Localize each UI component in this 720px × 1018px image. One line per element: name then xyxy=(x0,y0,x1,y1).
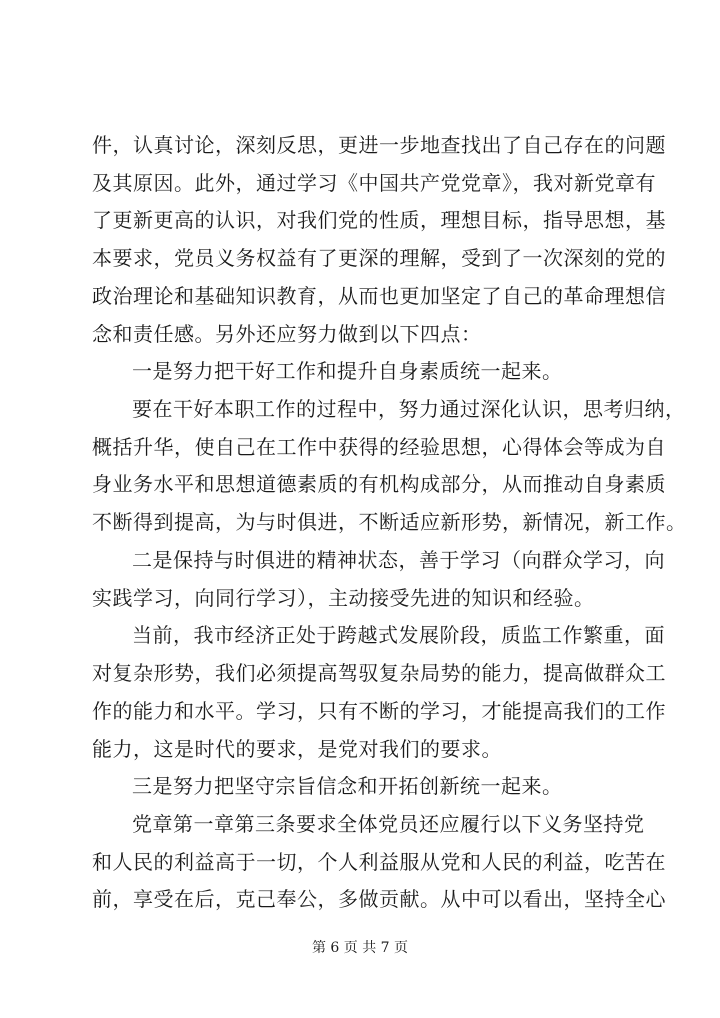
text-line: 能力，这是时代的要求，是党对我们的要求。 xyxy=(92,737,502,761)
section-heading-2: 二是保持与时俱进的精神状态，善于学习（向群众学习，向 xyxy=(132,548,665,572)
text-line: 件，认真讨论，深刻反思，更进一步地查找出了自己存在的问题 xyxy=(92,133,666,157)
text-line: 念和责任感。另外还应努力做到以下四点： xyxy=(92,322,482,346)
text-line: 本要求，党员义务权益有了更深的理解，受到了一次深刻的党的 xyxy=(92,246,666,270)
text-line: 概括升华，使自己在工作中获得的经验思想，心得体会等成为自 xyxy=(92,435,666,459)
text-line: 要在干好本职工作的过程中，努力通过深化认识，思考归纳， xyxy=(132,397,686,421)
text-line: 身业务水平和思想道德素质的有机构成部分，从而推动自身素质 xyxy=(92,472,666,496)
text-line: 当前，我市经济正处于跨越式发展阶段，质监工作繁重，面 xyxy=(132,623,665,647)
text-line: 了更新更高的认识，对我们党的性质，理想目标，指导思想，基 xyxy=(92,208,666,232)
text-line: 作的能力和水平。学习，只有不断的学习，才能提高我们的工作 xyxy=(92,699,666,723)
text-line: 和人民的利益高于一切，个人利益服从党和人民的利益，吃苦在 xyxy=(92,850,666,874)
text-line: 政治理论和基础知识教育，从而也更加坚定了自己的革命理想信 xyxy=(92,284,666,308)
section-heading-1: 一是努力把干好工作和提升自身素质统一起来。 xyxy=(132,359,563,383)
text-line: 不断得到提高，为与时俱进，不断适应新形势，新情况，新工作。 xyxy=(92,510,687,534)
text-line: 实践学习，向同行学习），主动接受先进的知识和经验。 xyxy=(92,586,595,610)
section-heading-3: 三是努力把坚守宗旨信念和开拓创新统一起来。 xyxy=(132,774,563,798)
text-line: 及其原因。此外，通过学习《中国共产党党章》，我对新党章有 xyxy=(92,171,656,195)
text-line: 党章第一章第三条要求全体党员还应履行以下义务坚持党 xyxy=(132,812,645,836)
text-line: 前，享受在后，克己奉公，多做贡献。从中可以看出，坚持全心 xyxy=(92,887,666,911)
page-number-footer: 第 6 页 共 7 页 xyxy=(311,940,409,956)
text-line: 对复杂形势，我们必须提高驾驭复杂局势的能力，提高做群众工 xyxy=(92,661,666,685)
